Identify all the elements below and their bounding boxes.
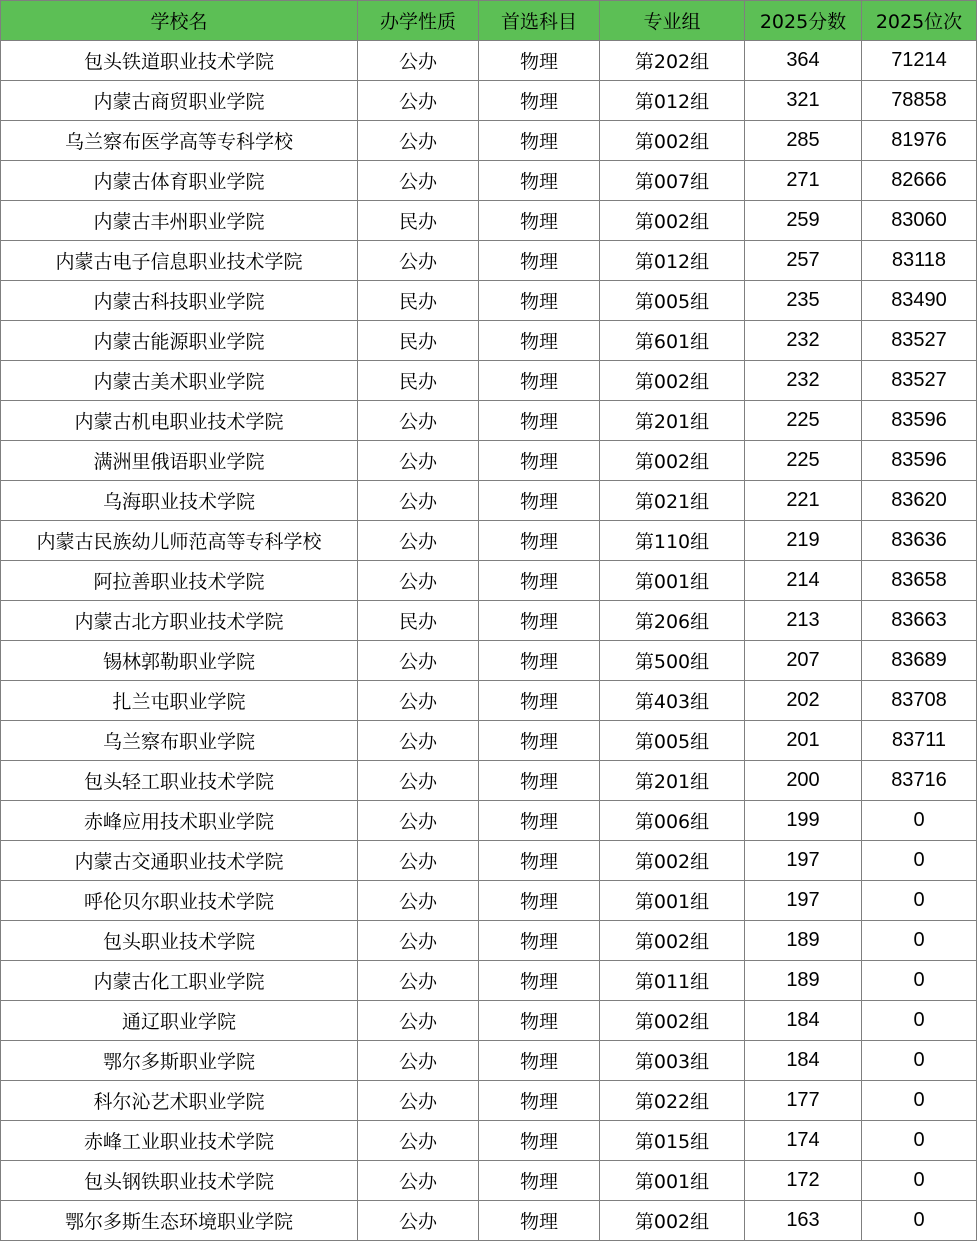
- cell-rank: 78858: [862, 81, 977, 121]
- cell-school-type: 公办: [358, 881, 479, 921]
- cell-rank: 0: [862, 1161, 977, 1201]
- cell-major-group: 第012组: [600, 81, 745, 121]
- cell-score: 197: [745, 881, 862, 921]
- cell-school-type: 公办: [358, 561, 479, 601]
- cell-school-name: 包头轻工职业技术学院: [1, 761, 358, 801]
- cell-school-name: 呼伦贝尔职业技术学院: [1, 881, 358, 921]
- cell-school-name: 内蒙古化工职业学院: [1, 961, 358, 1001]
- cell-rank: 0: [862, 881, 977, 921]
- cell-rank: 83490: [862, 281, 977, 321]
- cell-school-name: 内蒙古北方职业技术学院: [1, 601, 358, 641]
- cell-major-group: 第021组: [600, 481, 745, 521]
- cell-school-type: 公办: [358, 81, 479, 121]
- cell-rank: 0: [862, 841, 977, 881]
- cell-major-group: 第003组: [600, 1041, 745, 1081]
- cell-school-type: 公办: [358, 41, 479, 81]
- cell-major-group: 第007组: [600, 161, 745, 201]
- cell-score: 202: [745, 681, 862, 721]
- cell-primary-subject: 物理: [479, 1161, 600, 1201]
- table-row: [1, 761, 977, 801]
- cell-primary-subject: 物理: [479, 1201, 600, 1241]
- table-row: [1, 201, 977, 241]
- cell-school-type: 公办: [358, 1041, 479, 1081]
- cell-school-name: 内蒙古机电职业技术学院: [1, 401, 358, 441]
- cell-score: 199: [745, 801, 862, 841]
- cell-score: 364: [745, 41, 862, 81]
- cell-rank: 83711: [862, 721, 977, 761]
- cell-school-type: 公办: [358, 481, 479, 521]
- table-row: [1, 161, 977, 201]
- cell-school-name: 内蒙古能源职业学院: [1, 321, 358, 361]
- cell-school-type: 公办: [358, 521, 479, 561]
- cell-school-type: 民办: [358, 601, 479, 641]
- cell-score: 271: [745, 161, 862, 201]
- cell-score: 197: [745, 841, 862, 881]
- cell-score: 172: [745, 1161, 862, 1201]
- cell-score: 189: [745, 921, 862, 961]
- header-major-group: 专业组: [600, 1, 745, 41]
- table-row: [1, 801, 977, 841]
- cell-rank: 0: [862, 1121, 977, 1161]
- cell-rank: 83118: [862, 241, 977, 281]
- cell-rank: 83658: [862, 561, 977, 601]
- cell-primary-subject: 物理: [479, 441, 600, 481]
- table-row: [1, 361, 977, 401]
- cell-school-name: 乌兰察布医学高等专科学校: [1, 121, 358, 161]
- table-row: [1, 121, 977, 161]
- table-row: [1, 241, 977, 281]
- cell-school-type: 民办: [358, 361, 479, 401]
- cell-school-name: 通辽职业学院: [1, 1001, 358, 1041]
- cell-score: 200: [745, 761, 862, 801]
- cell-score: 225: [745, 441, 862, 481]
- cell-school-name: 内蒙古民族幼儿师范高等专科学校: [1, 521, 358, 561]
- cell-score: 201: [745, 721, 862, 761]
- cell-primary-subject: 物理: [479, 401, 600, 441]
- table-row: [1, 921, 977, 961]
- cell-primary-subject: 物理: [479, 361, 600, 401]
- cell-score: 184: [745, 1041, 862, 1081]
- cell-school-name: 鄂尔多斯生态环境职业学院: [1, 1201, 358, 1241]
- cell-score: 257: [745, 241, 862, 281]
- header-primary-subject: 首选科目: [479, 1, 600, 41]
- cell-primary-subject: 物理: [479, 241, 600, 281]
- cell-major-group: 第006组: [600, 801, 745, 841]
- header-school-type: 办学性质: [358, 1, 479, 41]
- cell-school-type: 公办: [358, 1001, 479, 1041]
- cell-school-name: 内蒙古商贸职业学院: [1, 81, 358, 121]
- cell-rank: 71214: [862, 41, 977, 81]
- cell-rank: 82666: [862, 161, 977, 201]
- table-row: [1, 481, 977, 521]
- cell-major-group: 第011组: [600, 961, 745, 1001]
- cell-school-type: 公办: [358, 681, 479, 721]
- cell-primary-subject: 物理: [479, 1001, 600, 1041]
- table-row: [1, 641, 977, 681]
- table-row: [1, 1041, 977, 1081]
- table-row: [1, 601, 977, 641]
- cell-school-name: 内蒙古交通职业技术学院: [1, 841, 358, 881]
- cell-major-group: 第201组: [600, 401, 745, 441]
- cell-primary-subject: 物理: [479, 721, 600, 761]
- cell-major-group: 第005组: [600, 281, 745, 321]
- table-row: [1, 281, 977, 321]
- table-row: [1, 721, 977, 761]
- cell-major-group: 第002组: [600, 1001, 745, 1041]
- cell-score: 321: [745, 81, 862, 121]
- cell-score: 219: [745, 521, 862, 561]
- cell-primary-subject: 物理: [479, 321, 600, 361]
- table-row: [1, 841, 977, 881]
- header-school-name: 学校名: [1, 1, 358, 41]
- cell-school-type: 公办: [358, 441, 479, 481]
- cell-school-type: 公办: [358, 921, 479, 961]
- cell-primary-subject: 物理: [479, 801, 600, 841]
- cell-rank: 83060: [862, 201, 977, 241]
- cell-major-group: 第201组: [600, 761, 745, 801]
- cell-major-group: 第002组: [600, 841, 745, 881]
- cell-school-type: 民办: [358, 201, 479, 241]
- cell-rank: 83708: [862, 681, 977, 721]
- cell-rank: 81976: [862, 121, 977, 161]
- cell-school-name: 包头钢铁职业技术学院: [1, 1161, 358, 1201]
- cell-primary-subject: 物理: [479, 881, 600, 921]
- cell-major-group: 第002组: [600, 1201, 745, 1241]
- cell-school-type: 公办: [358, 1201, 479, 1241]
- cell-score: 259: [745, 201, 862, 241]
- cell-primary-subject: 物理: [479, 121, 600, 161]
- cell-primary-subject: 物理: [479, 1081, 600, 1121]
- table-row: [1, 961, 977, 1001]
- cell-school-name: 科尔沁艺术职业学院: [1, 1081, 358, 1121]
- cell-school-type: 公办: [358, 121, 479, 161]
- table-row: [1, 1121, 977, 1161]
- cell-school-name: 乌海职业技术学院: [1, 481, 358, 521]
- cell-primary-subject: 物理: [479, 161, 600, 201]
- cell-school-name: 鄂尔多斯职业学院: [1, 1041, 358, 1081]
- cell-primary-subject: 物理: [479, 641, 600, 681]
- cell-rank: 83620: [862, 481, 977, 521]
- table-row: [1, 321, 977, 361]
- table-row: [1, 881, 977, 921]
- cell-major-group: 第500组: [600, 641, 745, 681]
- table-row: [1, 1161, 977, 1201]
- cell-school-name: 内蒙古科技职业学院: [1, 281, 358, 321]
- cell-school-name: 扎兰屯职业学院: [1, 681, 358, 721]
- cell-school-type: 公办: [358, 641, 479, 681]
- cell-primary-subject: 物理: [479, 961, 600, 1001]
- cell-school-type: 公办: [358, 841, 479, 881]
- cell-major-group: 第012组: [600, 241, 745, 281]
- cell-major-group: 第002组: [600, 361, 745, 401]
- cell-rank: 83527: [862, 321, 977, 361]
- cell-school-type: 公办: [358, 161, 479, 201]
- cell-major-group: 第001组: [600, 881, 745, 921]
- cell-major-group: 第002组: [600, 921, 745, 961]
- cell-major-group: 第005组: [600, 721, 745, 761]
- cell-school-name: 内蒙古美术职业学院: [1, 361, 358, 401]
- cell-score: 221: [745, 481, 862, 521]
- cell-school-name: 内蒙古电子信息职业技术学院: [1, 241, 358, 281]
- cell-score: 213: [745, 601, 862, 641]
- cell-rank: 0: [862, 1081, 977, 1121]
- cell-school-name: 满洲里俄语职业学院: [1, 441, 358, 481]
- cell-score: 285: [745, 121, 862, 161]
- cell-school-type: 公办: [358, 401, 479, 441]
- table-body: [1, 41, 977, 1241]
- cell-primary-subject: 物理: [479, 521, 600, 561]
- cell-score: 207: [745, 641, 862, 681]
- cell-primary-subject: 物理: [479, 481, 600, 521]
- cell-school-name: 包头铁道职业技术学院: [1, 41, 358, 81]
- cell-school-name: 赤峰应用技术职业学院: [1, 801, 358, 841]
- table-header: [1, 1, 977, 41]
- header-rank-2025: 2025位次: [862, 1, 977, 41]
- cell-primary-subject: 物理: [479, 1041, 600, 1081]
- cell-school-name: 内蒙古丰州职业学院: [1, 201, 358, 241]
- cell-major-group: 第015组: [600, 1121, 745, 1161]
- table-row: [1, 81, 977, 121]
- cell-major-group: 第002组: [600, 121, 745, 161]
- table-row: [1, 561, 977, 601]
- cell-major-group: 第601组: [600, 321, 745, 361]
- cell-score: 177: [745, 1081, 862, 1121]
- cell-major-group: 第022组: [600, 1081, 745, 1121]
- header-score-2025: 2025分数: [745, 1, 862, 41]
- cell-score: 232: [745, 361, 862, 401]
- cell-rank: 83596: [862, 441, 977, 481]
- cell-score: 225: [745, 401, 862, 441]
- table-row: [1, 41, 977, 81]
- cell-rank: 83636: [862, 521, 977, 561]
- cell-primary-subject: 物理: [479, 1121, 600, 1161]
- cell-school-type: 公办: [358, 761, 479, 801]
- cell-school-name: 乌兰察布职业学院: [1, 721, 358, 761]
- cell-primary-subject: 物理: [479, 81, 600, 121]
- cell-school-type: 公办: [358, 721, 479, 761]
- table-row: [1, 1081, 977, 1121]
- cell-rank: 83716: [862, 761, 977, 801]
- cell-school-name: 包头职业技术学院: [1, 921, 358, 961]
- cell-school-type: 民办: [358, 321, 479, 361]
- cell-school-type: 公办: [358, 1121, 479, 1161]
- table-row: [1, 521, 977, 561]
- table-row: [1, 441, 977, 481]
- cell-score: 235: [745, 281, 862, 321]
- cell-major-group: 第206组: [600, 601, 745, 641]
- cell-school-type: 公办: [358, 1161, 479, 1201]
- cell-score: 174: [745, 1121, 862, 1161]
- cell-primary-subject: 物理: [479, 601, 600, 641]
- cell-school-name: 锡林郭勒职业学院: [1, 641, 358, 681]
- cell-primary-subject: 物理: [479, 761, 600, 801]
- header-row: [1, 1, 977, 41]
- cell-score: 232: [745, 321, 862, 361]
- table-row: [1, 1001, 977, 1041]
- cell-score: 214: [745, 561, 862, 601]
- cell-school-type: 公办: [358, 241, 479, 281]
- cell-school-type: 公办: [358, 961, 479, 1001]
- cell-school-type: 民办: [358, 281, 479, 321]
- cell-primary-subject: 物理: [479, 841, 600, 881]
- cell-rank: 83596: [862, 401, 977, 441]
- cell-rank: 0: [862, 1001, 977, 1041]
- cell-major-group: 第002组: [600, 441, 745, 481]
- cell-score: 163: [745, 1201, 862, 1241]
- cell-primary-subject: 物理: [479, 41, 600, 81]
- cell-major-group: 第002组: [600, 201, 745, 241]
- cell-primary-subject: 物理: [479, 561, 600, 601]
- cell-rank: 0: [862, 1041, 977, 1081]
- cell-major-group: 第001组: [600, 561, 745, 601]
- cell-school-name: 内蒙古体育职业学院: [1, 161, 358, 201]
- cell-score: 184: [745, 1001, 862, 1041]
- table-row: [1, 401, 977, 441]
- cell-major-group: 第001组: [600, 1161, 745, 1201]
- table-row: [1, 1201, 977, 1241]
- cell-rank: 83663: [862, 601, 977, 641]
- cell-school-type: 公办: [358, 801, 479, 841]
- cell-school-name: 阿拉善职业技术学院: [1, 561, 358, 601]
- cell-major-group: 第110组: [600, 521, 745, 561]
- cell-score: 189: [745, 961, 862, 1001]
- cell-rank: 83527: [862, 361, 977, 401]
- cell-primary-subject: 物理: [479, 681, 600, 721]
- cell-major-group: 第202组: [600, 41, 745, 81]
- cell-rank: 0: [862, 961, 977, 1001]
- cell-school-type: 公办: [358, 1081, 479, 1121]
- cell-primary-subject: 物理: [479, 281, 600, 321]
- cell-major-group: 第403组: [600, 681, 745, 721]
- cell-school-name: 赤峰工业职业技术学院: [1, 1121, 358, 1161]
- table-row: [1, 681, 977, 721]
- cell-rank: 0: [862, 921, 977, 961]
- cell-primary-subject: 物理: [479, 921, 600, 961]
- cell-rank: 83689: [862, 641, 977, 681]
- cell-rank: 0: [862, 801, 977, 841]
- cell-primary-subject: 物理: [479, 201, 600, 241]
- cell-rank: 0: [862, 1201, 977, 1241]
